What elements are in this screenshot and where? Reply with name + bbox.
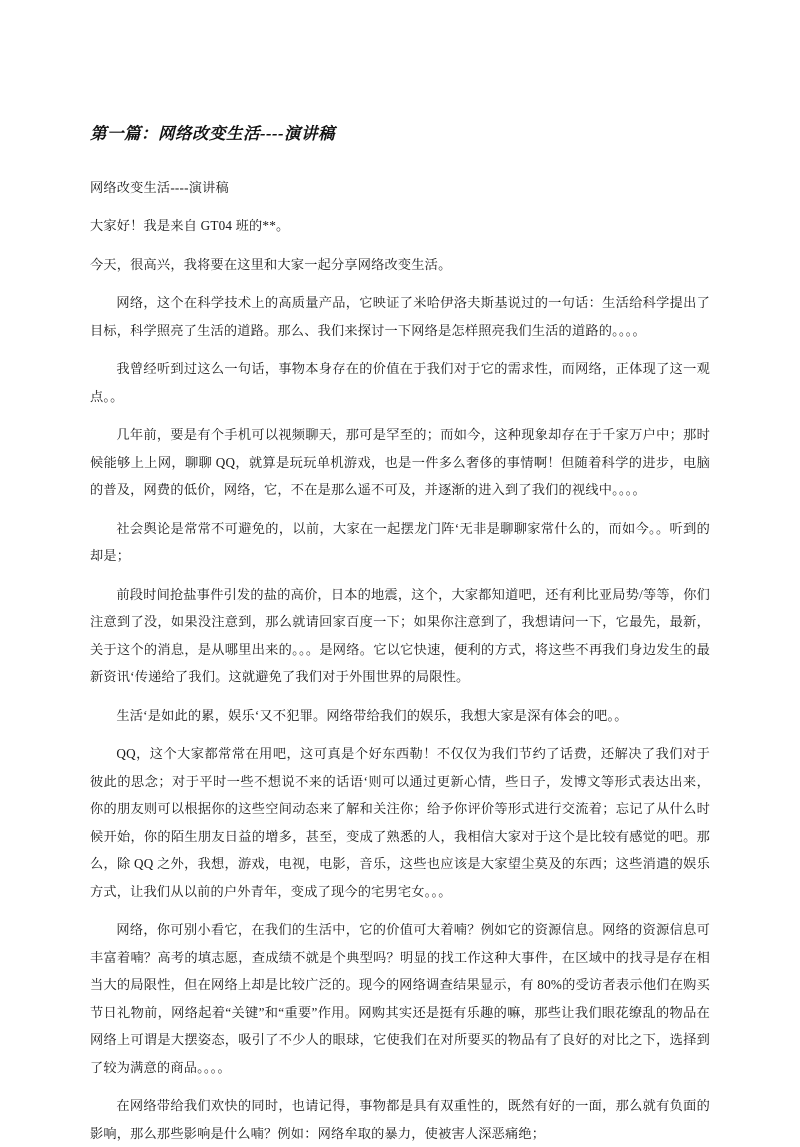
paragraph-greeting: 大家好！我是来自 GT04 班的**。 [90,218,290,234]
document-body [90,174,710,1147]
paragraph-life-tired: 生活‘是如此的累，娱乐‘又不犯罪。网络带给我们的娱乐，我想大家是深有体会的吧。。 [116,707,628,723]
page-title: 第一篇：网络改变生活----演讲稿 [90,124,335,143]
paragraph-years-ago: 几年前，要是有个手机可以视频聊天，那可是罕至的；而如今，这种现象却存在于千家万户中；那时候能够上上网，聊聊 QQ，就算是玩玩单机游戏，也是一件多么奢侈的事情啊！但随着科学的进步，电脑的普及，网费的低价，网络，它，不在是那么遥不可及，并逐渐的进入到了我们的视线中。。。。 [90,427,710,498]
paragraph-qq: QQ，这个大家都常常在用吧，这可真是个好东西勒！不仅仅为我们节约了话费，还解决了我们对于彼此的思念；对于平时一些不想说不来的话语‘则可以通过更新心情，些日子，发博文等形式表达出来，你的朋友则可以根据你的这些空间动态来了解和关注你；给予你评价等形式进行交流着；忘记了从什么时候开始，你的陌生朋友日益的增多，甚至，变成了熟悉的人，我相信大家对于这个是比较有感觉的吧。那么，除 QQ 之外，我想，游戏，电视，电影，音乐，这些也应该是大家望尘莫及的东西；这些消遣的娱乐方式，让我们从以前的户外青年，变成了现今的宅男宅女。。。 [90,746,710,899]
paragraph-resource-info: 网络，你可别小看它，在我们的生活中，它的价值可大着喃？例如它的资源信息。网络的资源信息可丰富着喃？高考的填志愿，查成绩不就是个典型吗？明显的找工作这种大事件，在区域中的找寻是存在相当大的局限性，但在网络上却是比较广泛的。现今的网络调查结果显示，有 80%的受访者表示他们在购买节日礼物前，网络起着“关键”和“重要”作用。网购其实还是挺有乐趣的嘛，那些让我们眼花缭乱的物品在网络上可谓是大摆姿态，吸引了不少人的眼球，它使我们在对所要买的物品有了良好的对比之下，选择到了较为满意的商品。。。。 [90,922,710,1075]
paragraph-public-opinion: 社会舆论是常常不可避免的，以前，大家在一起摆龙门阵‘无非是聊聊家常什么的，而如今。。听到的却是； [90,520,710,564]
paragraph-duality: 在网络带给我们欢快的同时，也请记得，事物都是具有双重性的，既然有好的一面，那么就有负面的影响，那么那些影响是什么喃？例如：网络牟取的暴力，使被害人深恶痛绝； [90,1098,710,1141]
paragraph-value-need: 我曾经听到过这么一句话，事物本身存在的价值在于我们对于它的需求性，而网络，正体现了这一观点。。 [90,361,710,404]
paragraph-science-product: 网络，这个在科学技术上的高质量产品，它映证了米哈伊洛夫斯基说过的一句话：生活给科学提出了目标，科学照亮了生活的道路。那么、我们来探讨一下网络是怎样照亮我们生活的道路的。。。。 [90,295,710,338]
paragraph-opening: 今天，很高兴，我将要在这里和大家一起分享网络改变生活。 [90,256,452,272]
paragraph-salt-event: 前段时间抢盐事件引发的盐的高价，日本的地震，这个，大家都知道吧，还有利比亚局势/等等，你们注意到了没，如果没注意到，那么就请回家百度一下；如果你注意到了，我想请问一下，它最先，最新，关于这个的消息，是从哪里出来的。。。是网络。它以它快速，便利的方式，将这些不再我们身边发生的最新资讯‘传递给了我们。这就避免了我们对于外围世界的局限性。 [90,586,710,685]
paragraph-subtitle: 网络改变生活----演讲稿 [90,179,229,195]
